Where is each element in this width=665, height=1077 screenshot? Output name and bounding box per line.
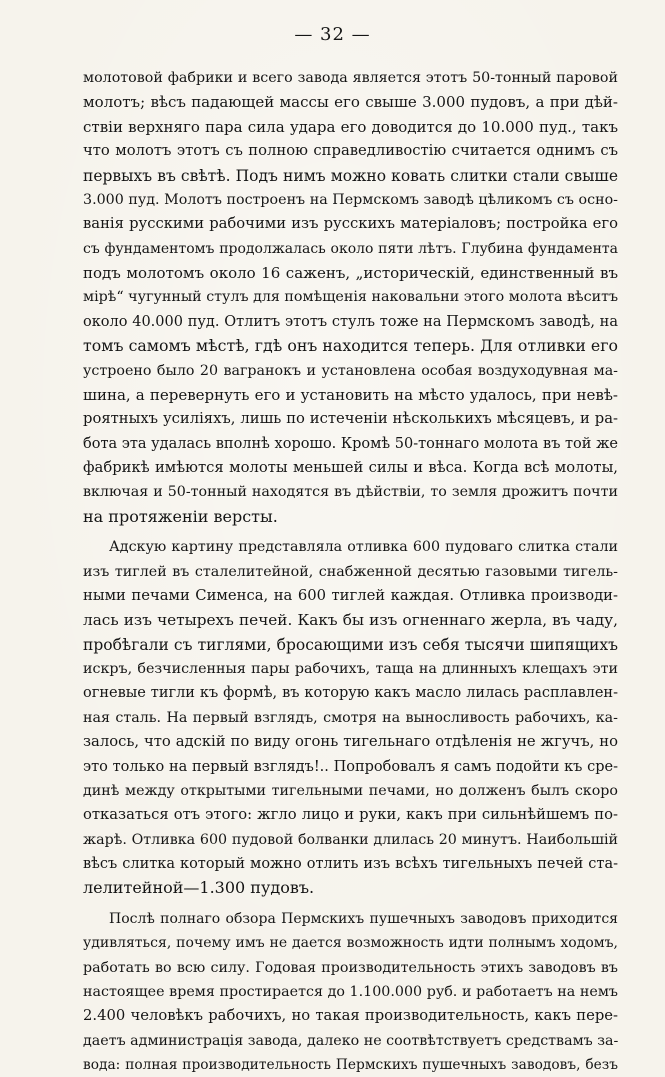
text-line: жарѣ. Отливка 600 пудовой болванки длилась 20 минутъ. Наибольшій [83,831,618,848]
text-line: Адскую картину представляла отливка 600 пудоваго слитка стали [109,539,618,556]
paragraph-forge-hammer [83,66,618,529]
text-line: роятныхъ усиліяхъ, лишь по истеченіи нѣсколькихъ мѣсяцевъ, и ра- [83,410,618,428]
text-line: на протяженіи версты. [83,506,278,526]
text-line: что молотъ этотъ съ полною справедливостію считается однимъ съ [83,142,618,160]
text-line: бота эта удалась вполнѣ хорошо. Кромѣ 50-тоннаго молота въ той же [83,435,618,452]
text-line: это только на первый взглядъ!.. Попробовалъ я самъ подойти къ сре- [83,758,618,775]
text-line: даетъ администрація завода, далеко не соотвѣтствуетъ средствамъ за- [83,1032,618,1049]
text-line: работать во всю силу. Годовая производительность этихъ заводовъ въ [83,959,618,976]
text-line: пробѣгали съ тиглями, бросающими изъ себя тысячи шипящихъ [83,635,618,654]
text-line: динѣ между открытыми тигельными печами, но долженъ былъ скоро [83,782,618,799]
text-line: удивляться, почему имъ не дается возможность идти полнымъ ходомъ, [83,935,618,952]
text-line: устроено было 20 вагранокъ и установлена особая воздуходувная ма- [83,362,618,379]
text-line: шина, а перевернуть его и установить на мѣсто удалось, при невѣ- [83,385,618,404]
text-line: первыхъ въ свѣтѣ. Подъ нимъ можно ковать слитки стали свыше [83,166,618,185]
text-line: огневые тигли къ формѣ, въ которую какъ масло лилась расплавлен- [83,685,618,702]
text-line: ными печами Сименса, на 600 тиглей каждая. Отливка производи- [83,586,618,604]
body-text [83,66,618,1077]
text-line: искръ, безчисленныя пары рабочихъ, таща на длинныхъ клещахъ эти [83,661,618,677]
page-number: — 32 — [294,24,371,45]
text-line: отказаться отъ этого: жгло лицо и руки, какъ при сильнѣйшемъ по- [83,806,618,824]
text-line: подъ молотомъ около 16 саженъ, „историческій, единственный въ [83,264,618,282]
text-line: ствіи верхняго пара сила удара его доводится до 10.000 пуд., такъ [83,117,618,136]
text-line: фабрикѣ имѣются молоты меньшей силы и вѣса. Когда всѣ молоты, [83,459,618,476]
text-line: молотъ; вѣсъ падающей массы его свыше 3.000 пудовъ, а при дѣй- [83,93,618,112]
text-line: включая и 50-тонный находятся въ дѣйствіи, то земля дрожитъ почти [83,484,618,501]
text-line: около 40.000 пуд. Отлитъ этотъ стулъ тоже на Пермскомъ заводѣ, на [83,313,618,330]
text-line: ная сталь. На первый взглядъ, смотря на выносливость рабочихъ, ка- [83,709,618,726]
text-line: Послѣ полнаго обзора Пермскихъ пушечныхъ заводовъ приходится [109,910,618,927]
text-line: 2.400 человѣкъ рабочихъ, но такая производительность, какъ пере- [83,1007,618,1025]
text-line: мірѣ“ чугунный стулъ для помѣщенія наковальни этого молота вѣситъ [83,289,618,306]
text-line: залось, что адскій по виду огонь тигельнаго отдѣленія не жгучъ, но [83,733,618,751]
text-line: томъ самомъ мѣстѣ, гдѣ онъ находится теперь. Для отливки его [83,336,618,356]
text-line: 3.000 пуд. Молотъ построенъ на Пермскомъ заводѣ цѣликомъ съ осно- [83,191,618,208]
text-line: вода: полная производительность Пермскихъ пушечныхъ заводовъ, безъ [83,1057,618,1073]
text-line: вѣсъ слитка который можно отлить изъ всѣхъ тигельныхъ печей ста- [83,856,618,872]
text-line: молотовой фабрики и всего завода является этотъ 50-тонный паровой [83,70,618,86]
paragraph-productivity [83,907,618,1077]
text-line: настоящее время простирается до 1.100.000 руб. и работаетъ на немъ [83,983,618,1000]
paragraph-steel-casting [83,535,618,901]
text-line: съ фундаментомъ продолжалась около пяти лѣтъ. Глубина фундамента [83,240,618,257]
text-line: изъ тиглей въ сталелитейной, снабженной десятью газовыми тигель- [83,563,618,580]
text-line: лась изъ четырехъ печей. Какъ бы изъ огненнаго жерла, въ чаду, [83,611,618,630]
text-line: лелитейной—1.300 пудовъ. [83,878,315,898]
text-line: ванія русскими рабочими изъ русскихъ матеріаловъ; постройка его [83,215,618,233]
